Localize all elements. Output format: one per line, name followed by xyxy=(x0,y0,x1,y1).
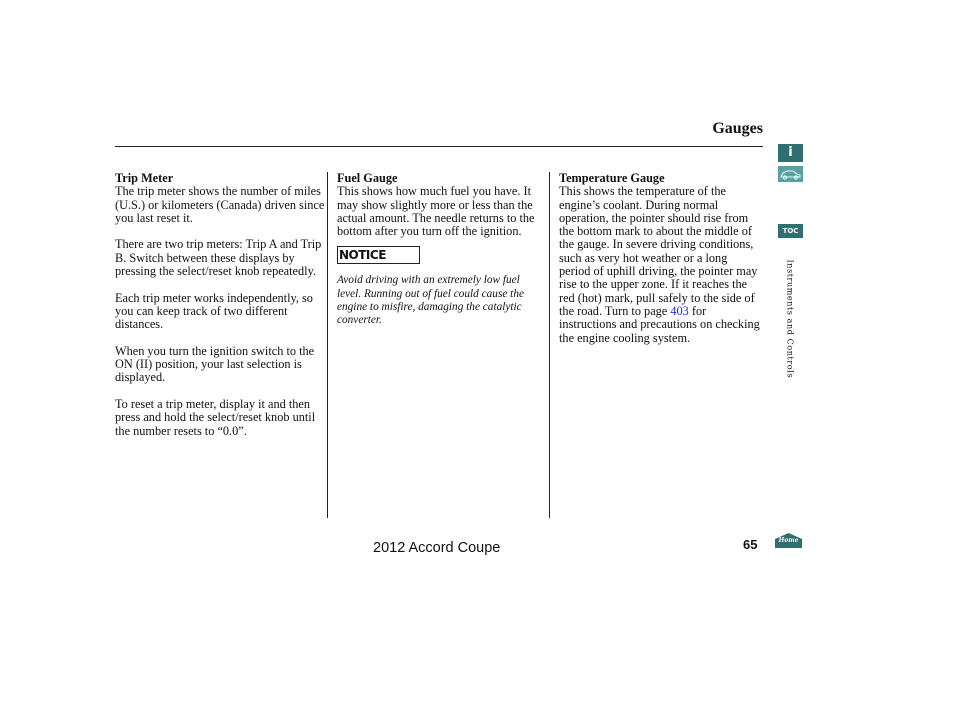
column-fuel-gauge xyxy=(337,172,543,328)
page-title: Gauges xyxy=(712,120,763,137)
column-divider xyxy=(327,172,328,518)
notice-label: NOTICE xyxy=(337,246,420,264)
temperature-gauge-body xyxy=(559,185,761,345)
footer-model: 2012 Accord Coupe xyxy=(373,540,501,556)
fuel-gauge-heading: Fuel Gauge xyxy=(337,171,398,185)
section-label: Instruments and Controls xyxy=(785,259,795,379)
column-divider xyxy=(549,172,550,518)
temperature-gauge-heading: Temperature Gauge xyxy=(559,171,665,185)
car-button[interactable] xyxy=(778,166,803,182)
title-rule xyxy=(115,146,763,147)
column-trip-meter xyxy=(115,172,325,451)
fuel-gauge-body: This shows how much fuel you have. It may show slightly more or less than the actual amount. The needle returns to the bottom after you turn off the ignition. xyxy=(337,184,535,239)
trip-meter-paragraph: The trip meter shows the number of miles (U.S.) or kilometers (Canada) driven since you last reset it. xyxy=(115,184,325,225)
home-label: Home xyxy=(778,537,799,544)
trip-meter-heading: Trip Meter xyxy=(115,171,174,185)
trip-meter-paragraph: Each trip meter works independently, so you can keep track of two different distances. xyxy=(115,290,313,332)
trip-meter-paragraph: To reset a trip meter, display it and then press and hold the select/reset knob until the number resets to “0.0”. xyxy=(115,397,316,438)
trip-meter-paragraph: There are two trip meters: Trip A and Trip B. Switch between these displays by pressing the select/reset knob repeatedly. xyxy=(115,237,322,279)
temperature-gauge-body-text: for instructions and precautions on checking the engine cooling system. xyxy=(559,303,760,345)
info-button[interactable] xyxy=(778,144,803,162)
column-temperature-gauge xyxy=(559,172,761,345)
toc-button[interactable]: TOC xyxy=(778,224,803,238)
trip-meter-paragraph: When you turn the ignition switch to the ON (II) position, your last selection is displayed. xyxy=(115,343,315,385)
info-icon: i xyxy=(788,145,793,160)
notice-text: Avoid driving with an extremely low fuel level. Running out of fuel could cause the engine to misfire, damaging the catalytic converter. xyxy=(337,274,524,327)
home-button[interactable] xyxy=(775,533,802,548)
car-icon xyxy=(780,168,801,180)
temperature-gauge-body-text: This shows the temperature of the engine’s coolant. During normal operation, the pointer should rise from the bottom mark to about the middle of the gauge. In severe driving conditions, such as very hot weather or a long period of uphill driving, the pointer may rise to the upper zone. If it reaches the red (hot) mark, pull safely to the side of the road. Turn to page xyxy=(559,184,758,318)
page-link[interactable]: 403 xyxy=(670,303,689,318)
page-number: 65 xyxy=(743,537,758,552)
